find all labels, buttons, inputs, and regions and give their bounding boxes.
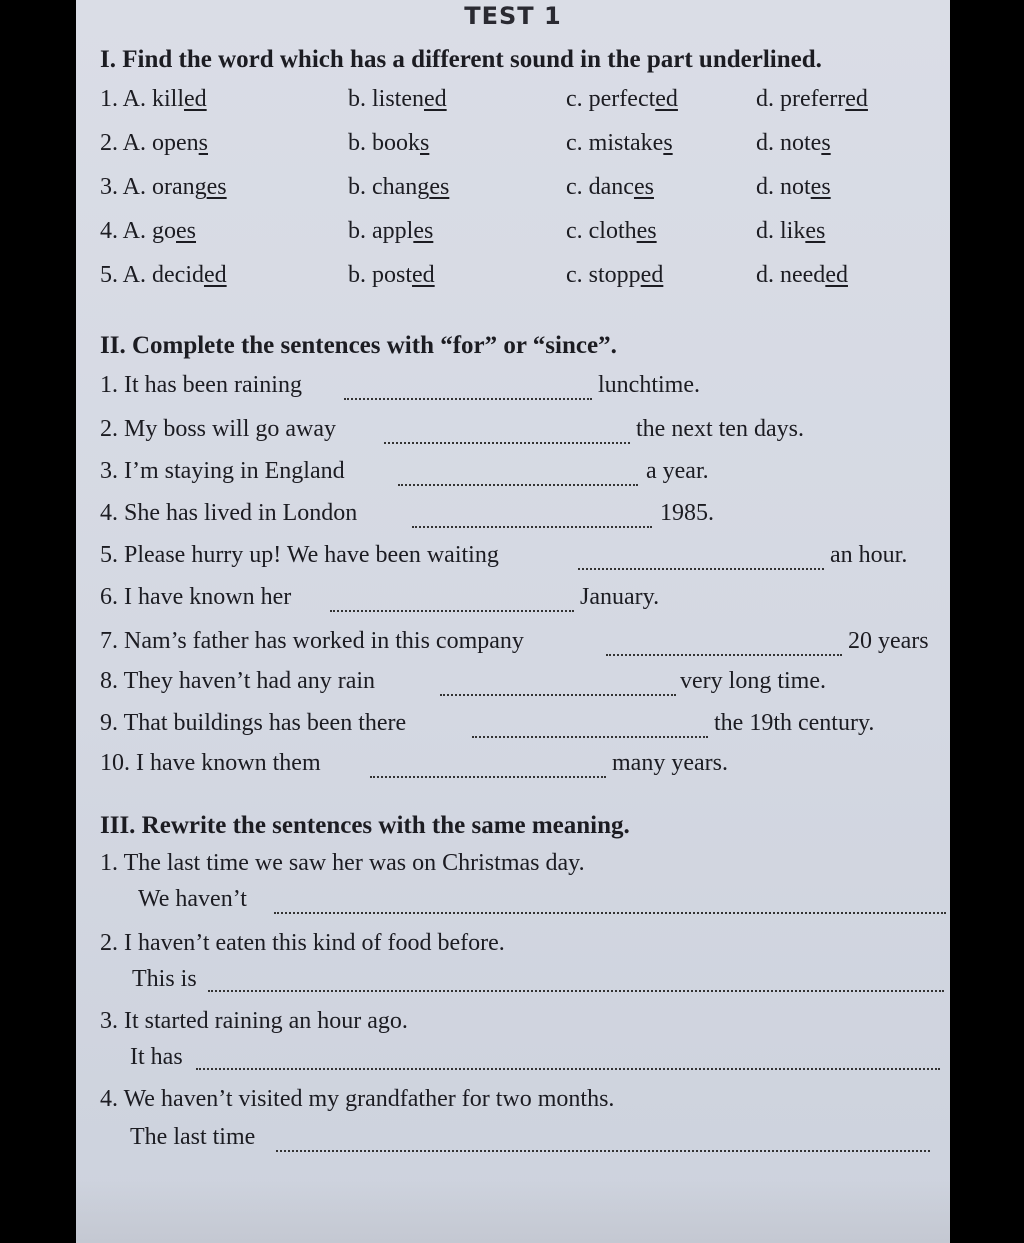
option-a: 3. A. oranges (100, 174, 227, 200)
page-bottom-shade (76, 1180, 950, 1243)
fill-in-item (100, 458, 946, 490)
section-2-heading: II. Complete the sentences with “for” or “since”. (100, 332, 617, 359)
section-3-heading: III. Rewrite the sentences with the same meaning. (100, 812, 630, 839)
answer-blank[interactable] (384, 442, 630, 444)
answer-blank[interactable] (472, 736, 708, 738)
fill-in-item (100, 500, 946, 532)
answer-blank[interactable] (440, 694, 676, 696)
fill-in-item (100, 584, 946, 616)
answer-line[interactable] (276, 1150, 930, 1152)
question-row (100, 218, 946, 250)
item-text: 2. My boss will go away (100, 416, 336, 442)
option-d: d. preferred (756, 86, 868, 112)
section-1-heading: I. Find the word which has a different sound in the part underlined. (100, 46, 822, 73)
item-end: lunchtime. (598, 372, 700, 398)
question-row (100, 262, 946, 294)
answer-blank[interactable] (412, 526, 652, 528)
item-end: January. (580, 584, 660, 610)
question-row (100, 174, 946, 206)
item-end: 1985. (660, 500, 714, 526)
fill-in-item (100, 628, 946, 660)
answer-line[interactable] (196, 1068, 940, 1070)
fill-in-item (100, 542, 946, 574)
item-text: 8. They haven’t had any rain (100, 668, 376, 694)
answer-line[interactable] (274, 912, 946, 914)
item-end: the next ten days. (636, 416, 804, 442)
option-a: 1. A. killed (100, 86, 207, 112)
item-text: 6. I have known her (100, 584, 292, 610)
item-end: very long time. (680, 668, 826, 694)
option-c: c. perfected (566, 86, 678, 112)
page-title: TEST 1 (464, 2, 562, 30)
option-b: b. changes (348, 174, 450, 200)
fill-in-item (100, 416, 946, 448)
option-c: c. dances (566, 174, 654, 200)
item-text: 1. It has been raining (100, 372, 302, 398)
option-b: b. posted (348, 262, 435, 288)
option-c: c. stopped (566, 262, 664, 288)
answer-blank[interactable] (330, 610, 574, 612)
rewrite-sentence: 3. It started raining an hour ago. (100, 1008, 408, 1034)
fill-in-item (100, 668, 946, 700)
rewrite-sentence: 1. The last time we saw her was on Christmas day. (100, 850, 585, 876)
option-b: b. listened (348, 86, 447, 112)
rewrite-sentence: 2. I haven’t eaten this kind of food before. (100, 930, 505, 956)
item-end: the 19th century. (714, 710, 875, 736)
rewrite-sentence: 4. We haven’t visited my grandfather for two months. (100, 1086, 615, 1112)
item-text: 10. I have known them (100, 750, 321, 776)
answer-blank[interactable] (578, 568, 824, 570)
option-a: 2. A. opens (100, 130, 209, 156)
question-row (100, 86, 946, 118)
rewrite-start: This is (132, 966, 197, 992)
fill-in-item (100, 372, 946, 404)
item-text: 4. She has lived in London (100, 500, 358, 526)
rewrite-start: It has (130, 1044, 183, 1070)
option-c: c. clothes (566, 218, 657, 244)
fill-in-item (100, 750, 946, 782)
item-text: 5. Please hurry up! We have been waiting (100, 542, 499, 568)
option-b: b. books (348, 130, 430, 156)
item-text: 3. I’m staying in England (100, 458, 345, 484)
item-end: 20 years (848, 628, 929, 654)
option-c: c. mistakes (566, 130, 673, 156)
fill-in-item (100, 710, 946, 742)
answer-blank[interactable] (370, 776, 606, 778)
answer-blank[interactable] (344, 398, 592, 400)
item-text: 7. Nam’s father has worked in this company (100, 628, 524, 654)
option-d: d. needed (756, 262, 848, 288)
rewrite-start: We haven’t (138, 886, 247, 912)
rewrite-start: The last time (130, 1124, 256, 1150)
option-d: d. notes (756, 130, 831, 156)
option-b: b. apples (348, 218, 434, 244)
item-end: many years. (612, 750, 728, 776)
option-a: 5. A. decided (100, 262, 227, 288)
option-a: 4. A. goes (100, 218, 197, 244)
item-text: 9. That buildings has been there (100, 710, 407, 736)
item-end: an hour. (830, 542, 908, 568)
answer-line[interactable] (208, 990, 944, 992)
option-d: d. notes (756, 174, 831, 200)
answer-blank[interactable] (606, 654, 842, 656)
answer-blank[interactable] (398, 484, 638, 486)
item-end: a year. (646, 458, 709, 484)
worksheet-page (76, 0, 950, 1243)
question-row (100, 130, 946, 162)
option-d: d. likes (756, 218, 826, 244)
